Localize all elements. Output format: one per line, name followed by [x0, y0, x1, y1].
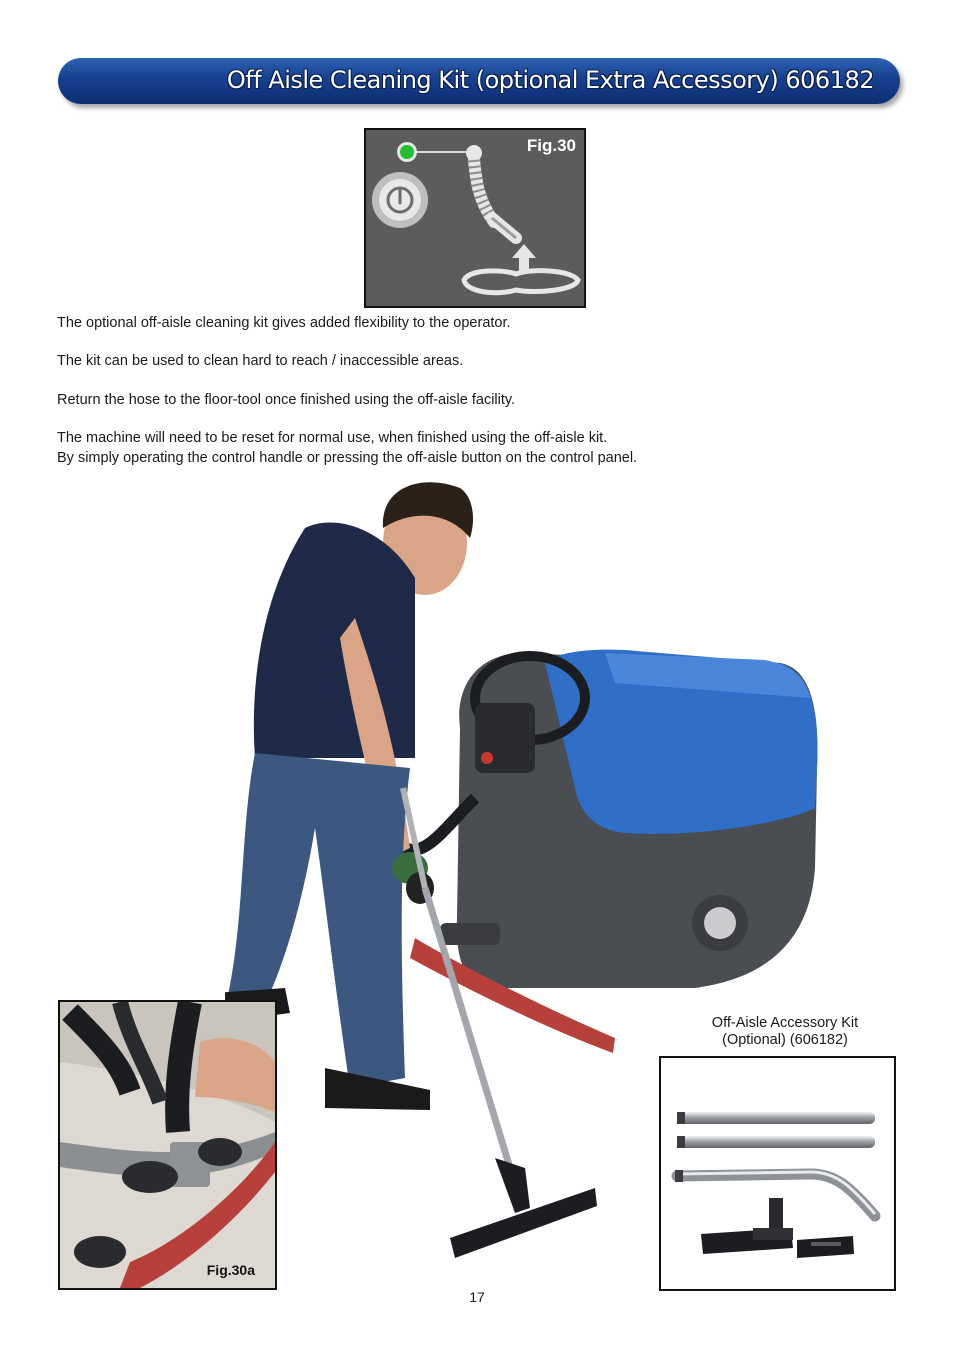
paragraph-flexibility: The optional off-aisle cleaning kit gives added flexibility to the operator.: [57, 315, 511, 331]
crevice-tool: [797, 1236, 854, 1258]
figure-30a-illustration: [60, 1002, 275, 1288]
indicator-light-icon: [397, 142, 417, 162]
extension-tube-1: [677, 1112, 875, 1124]
paragraph-reset-machine: The machine will need to be reset for normal use, when finished using the off-aisle kit.: [57, 430, 608, 446]
figure-30-label: Fig.30: [526, 136, 576, 155]
figure-30-panel: [364, 128, 586, 308]
page-number: 17: [469, 1289, 485, 1305]
accessory-kit-photo: [659, 1056, 896, 1291]
title-banner: [58, 58, 900, 104]
paragraph-control-handle: By simply operating the control handle or pressing the off-aisle button on the control panel.: [57, 450, 638, 466]
paragraph-hard-to-reach: The kit can be used to clean hard to reach / inaccessible areas.: [57, 353, 464, 369]
figure-30a-photo: [58, 1000, 277, 1290]
extension-tube-2: [677, 1136, 875, 1148]
floor-tool: [701, 1198, 793, 1254]
accessory-kit-caption-line2: (Optional) (606182): [722, 1032, 848, 1048]
scrubber-dryer-machine: [457, 650, 818, 988]
page-title: Off Aisle Cleaning Kit (optional Extra Accessory) 606182: [226, 66, 874, 94]
figure-30-illustration: [366, 130, 584, 306]
accessory-kit-caption: [660, 1015, 910, 1049]
power-button-icon: [372, 172, 428, 228]
accessory-kit-caption-line1: Off-Aisle Accessory Kit: [711, 1015, 859, 1031]
figure-30a-label: Fig.30a: [206, 1262, 255, 1278]
accessory-kit-illustration: [661, 1058, 894, 1289]
paragraph-return-hose: Return the hose to the floor-tool once finished using the off-aisle facility.: [57, 392, 516, 408]
